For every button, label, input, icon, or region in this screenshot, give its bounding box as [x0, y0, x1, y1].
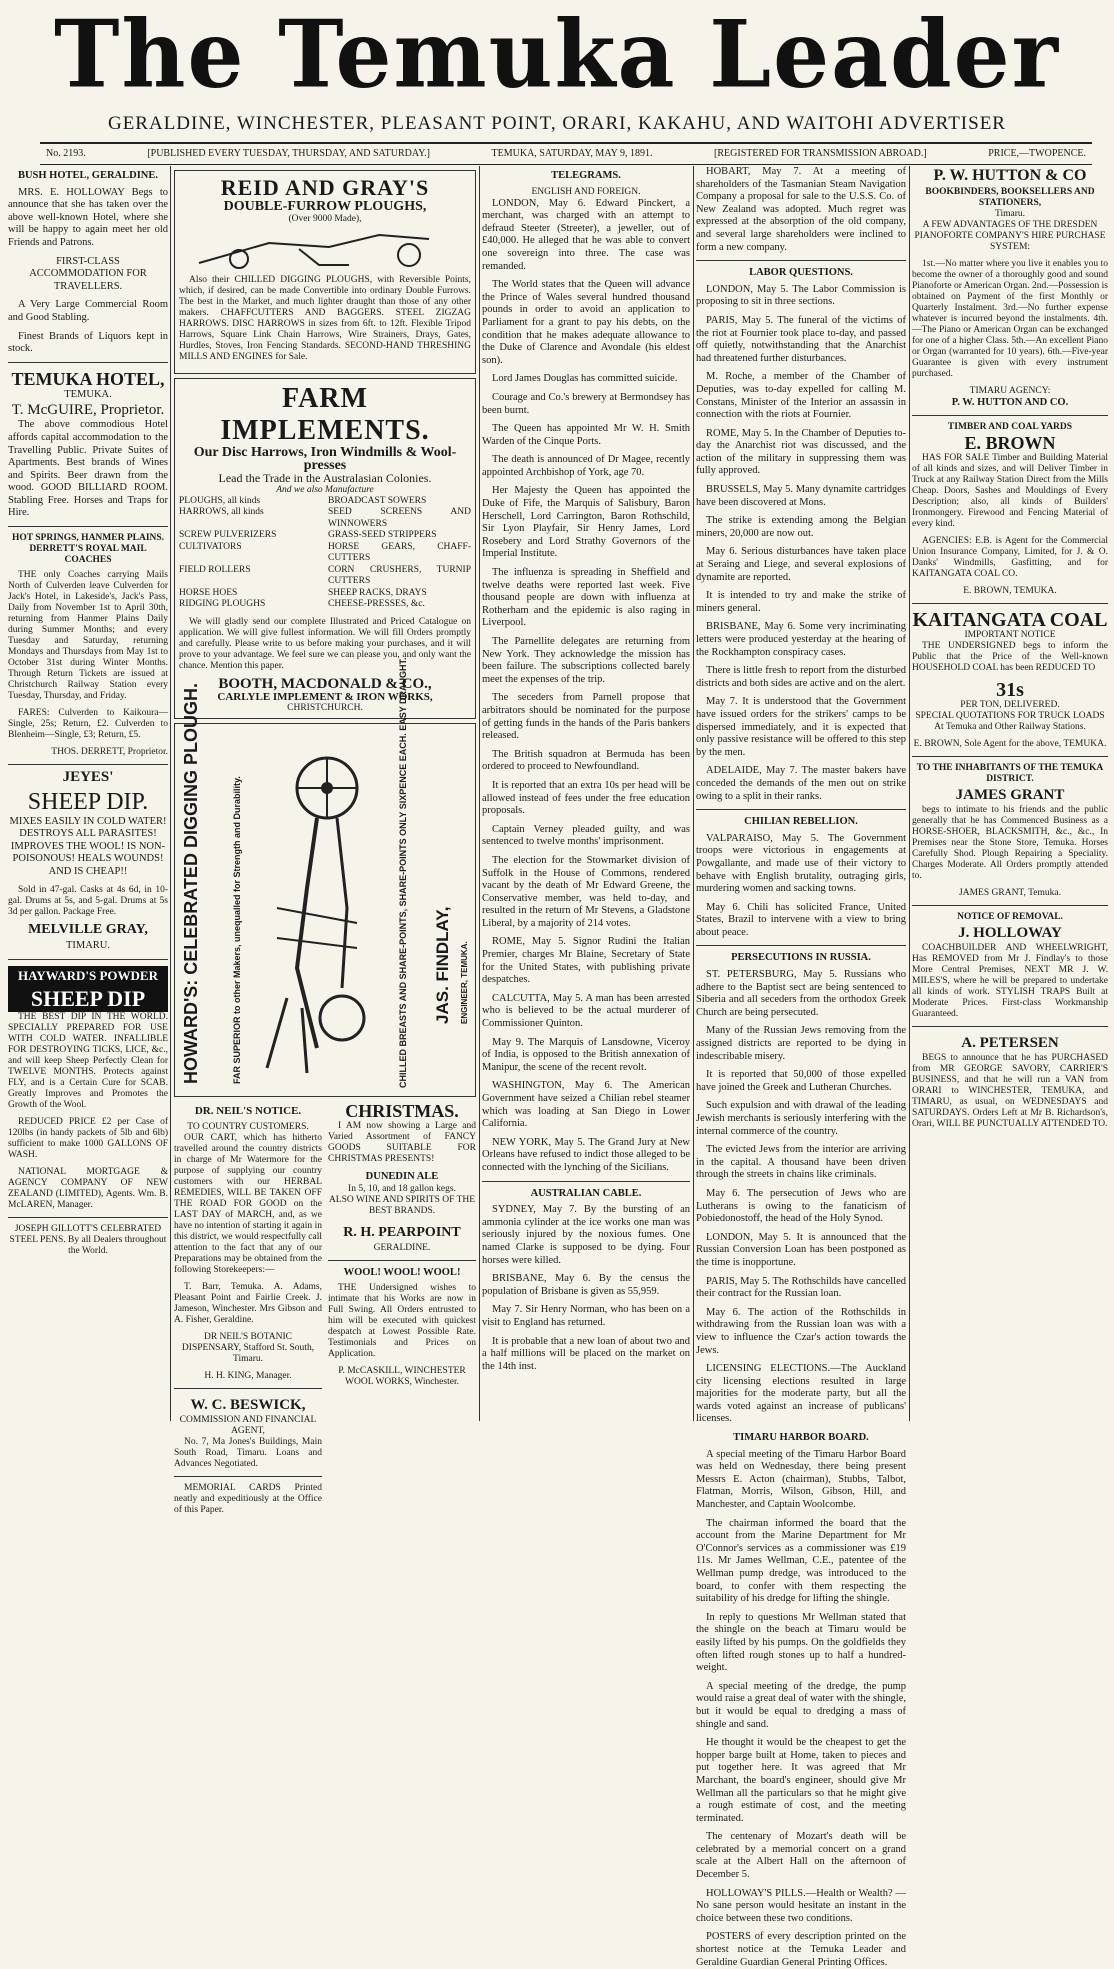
temuka-hotel-body: The above commodious Hotel affords capital accommodation to the Travelling Public. Private Suites of Apartments. Best brands of Wines and Spirits. Beer drawn from the wood. GOOD BILLIARD ROOM. Stabling Free. Horses and Traps for Hire. — [8, 419, 168, 519]
cable-item: BRISBANE, May 6. By the census the population of Brisbane is given as 55,959. — [482, 1273, 690, 1297]
implement-item: SCREW PULVERIZERS — [179, 530, 277, 541]
labor-item: It is intended to try and make the strike of miners general. — [696, 590, 906, 614]
dateline — [40, 142, 1092, 165]
labor-item: BRUSSELS, May 5. Many dynamite cartridges have been discovered at Mons. — [696, 484, 906, 508]
hayward-sheep-dip: SHEEP DIP — [8, 986, 168, 1012]
telegrams-list — [482, 198, 690, 1175]
reid-gray-subtitle: DOUBLE-FURROW PLOUGHS, — [223, 199, 427, 214]
column-3 — [482, 166, 690, 1421]
divider — [8, 362, 168, 363]
labor-item: BRISBANE, May 6. Some very incriminating letters were produced yesterday at the hearing of the Rockhampton conspiracy cases. — [696, 621, 906, 658]
farm-implements-body: We will gladly send our complete Illustrated and Priced Catalogue on application. We will give fullest information. We will fill Orders promptly and carefully. Please write to us before making your purchases, and it will prove to your advantage. We feel sure we can please you, and only want the chance. Mention this paper. — [179, 616, 471, 671]
holloway-notice: HOLLOWAY'S PILLS.—Health or Wealth? —No sane person would hesitate an instant in the choice between these two conditions. — [696, 1887, 906, 1924]
harbor-item: A special meeting of the dredge, the pump would raise a great deal of water with the shingle, but it would be equal to dredging a mass of shingle and sand. — [696, 1680, 906, 1730]
divider — [912, 603, 1108, 604]
hayward-title: HAYWARD'S POWDER — [8, 966, 168, 986]
melville-town: TIMARU. — [65, 940, 111, 952]
farm-implements-title: FARM IMPLEMENTS. — [220, 383, 430, 447]
jeyes-title: JEYES' — [62, 769, 114, 786]
telegram-item: Lord James Douglas has committed suicide. — [492, 373, 678, 385]
divider — [174, 1476, 322, 1477]
implement-item: HORSE GEARS, CHAFF-CUTTERS — [328, 541, 471, 564]
neil-manager: H. H. KING, Manager. — [204, 1370, 292, 1381]
telegram-item: ROME, May 5. Signor Rudini the Italian Premier, charges Mr Blaine, Secretary of State for the United States, with publishing private despatches. — [482, 936, 690, 986]
brown-agencies: AGENCIES: E.B. is Agent for the Commercial Union Insurance Company, Limited, for J. & O. Danks' Windmills, Gasfitting, and for KAITANGATA COAL CO. — [912, 536, 1108, 580]
labor-item: There is little fresh to report from the disturbed districts and both sides are active and on the alert. — [696, 665, 906, 689]
divider — [696, 260, 906, 261]
beswick-name: W. C. BESWICK, — [190, 1396, 306, 1413]
price: PRICE,—TWOPENCE. — [988, 148, 1086, 159]
newspaper-title: The Temuka Leader — [54, 0, 1060, 109]
howard-title: HOWARD'S: CELEBRATED DIGGING PLOUGH. — [181, 683, 201, 1085]
kaitangata-quotations: SPECIAL QUOTATIONS FOR TRUCK LOADS At Temuka and Other Railway Stations. — [915, 711, 1105, 733]
bush-hotel-accommodation: FIRST-CLASS ACCOMMODATION FOR TRAVELLERS. — [29, 255, 147, 292]
labor-item: ROME, May 5. In the Chamber of Deputies to-day the Anarchist riot was discussed, and the action of the military in suppressing them was fully approved. — [696, 427, 906, 477]
hayward-price: REDUCED PRICE £2 per Case of 120lbs (in handy packets of 5lb and 6lb) sufficient to make 1000 GALLONS OF WASH. — [8, 1116, 168, 1160]
removal-body: COACHBUILDER AND WHEELWRIGHT, Has REMOVED from Mr J. Findlay's to those More Central Premises, NEXT MR J. W. MILES'S, where he will be prepared to undertake all kinds of work. STYLISH TRAPS Built at Moderate Prices. First-class Workmanship Guaranteed. — [912, 943, 1108, 1020]
telegram-item: The seceders from Parnell propose that arbitrators should be nominated for the purpose of getting funds in the hands of the Paris bankers released. — [482, 692, 690, 742]
pearpoint-name: R. H. PEARPOINT — [343, 1224, 461, 1240]
divider — [174, 1388, 322, 1389]
bush-hotel-heading: BUSH HOTEL, GERALDINE. — [17, 170, 159, 181]
farm-implements-sub: Our Disc Harrows, Iron Windmills & Wool-presses — [193, 445, 457, 473]
booth-macdonald: BOOTH, MACDONALD & CO., — [218, 675, 432, 692]
kaitangata-title: KAITANGATA COAL — [912, 609, 1108, 632]
telegram-item: The World states that the Queen will advance the Prince of Wales several hundred thousand pounds in order to avoid an application to Parliament for a grant to pay his debts, on the condition that he makes adequate allowance to the Duke of Clarence and Avondale (his eldest son). — [482, 279, 690, 366]
dunedin-ale: DUNEDIN ALE — [365, 1171, 439, 1183]
grant-name: JAMES GRANT — [955, 787, 1065, 804]
registered-note: [REGISTERED FOR TRANSMISSION ABROAD.] — [714, 148, 927, 159]
divider — [328, 1260, 476, 1261]
telegram-item: May 9. The Marquis of Lansdowne, Viceroy of India, is opposed to the British annexation of Manipur, the scene of the recent revolt. — [482, 1036, 690, 1073]
cable-item: May 7. Sir Henry Norman, who has been on a visit to England has returned. — [482, 1304, 690, 1328]
divider — [912, 756, 1108, 757]
brown-body: HAS FOR SALE Timber and Building Material of all kinds and sizes, and will Deliver Timber in Truck at any Railway Station Direct from the Mills Cheap. Doors, Sashes and Mouldings of Every Description; also, all kinds of Builders' Ironmongery. Firewood and Fencing Material of every kind. — [912, 453, 1108, 530]
telegram-item: Courage and Co.'s brewery at Bermondsey has been burnt. — [482, 391, 690, 416]
bush-hotel-body: MRS. E. HOLLOWAY Begs to announce that she has taken over the above well-known Hotel, where she will be happy to again meet her old Friends and Patrons. — [8, 186, 168, 248]
labor-item: The strike is extending among the Belgian miners, 20,000 are now out. — [696, 515, 906, 539]
carlyle-works: CARLYLE IMPLEMENT & IRON WORKS, — [217, 690, 433, 703]
removal-name: J. HOLLOWAY — [958, 925, 1062, 942]
beswick-sub: COMMISSION AND FINANCIAL AGENT, — [179, 1414, 317, 1436]
wool-sign: P. McCASKILL, WINCHESTER WOOL WORKS, Winchester. — [338, 1366, 466, 1388]
divider — [696, 809, 906, 810]
lower-adverts — [174, 1101, 476, 1522]
grant-sign: JAMES GRANT, Temuka. — [959, 888, 1061, 899]
temuka-hotel-proprietor: T. McGUIRE, Proprietor. — [11, 402, 165, 419]
implement-item: FIELD ROLLERS — [179, 564, 251, 575]
russia-item: PARIS, May 5. The Rothschilds have cancelled their contract for the Russian loan. — [696, 1275, 906, 1300]
howard-note: FAR SUPERIOR to other Makers, unequalled for Strength and Durability. — [232, 776, 242, 1085]
telegram-item: The British squadron at Bermuda has been ordered to proceed to Newfoundland. — [482, 748, 690, 773]
telegrams-sub: ENGLISH AND FOREIGN. — [531, 186, 641, 197]
jeyes-sheep-dip: SHEEP DIP. — [27, 788, 149, 815]
kaitangata-per-ton: PER TON, DELIVERED. — [960, 700, 1060, 711]
coach-fares: FARES: Culverden to Kaikoura—Single, 25s; Return, £2. Culverden to Blenheim—Single, £3; Return, £5. — [8, 708, 168, 741]
published-note: [PUBLISHED EVERY TUESDAY, THURSDAY, AND SATURDAY.] — [147, 148, 430, 159]
divider — [912, 415, 1108, 416]
hayward-agents: NATIONAL MORTGAGE & AGENCY COMPANY OF NEW ZEALAND (LIMITED), Agents. Wm. B. McLAREN, Manager. — [8, 1166, 168, 1210]
kaitangata-sign: E. BROWN, Sole Agent for the above, TEMUKA. — [913, 739, 1107, 750]
temuka-hotel-heading: TEMUKA HOTEL, — [11, 368, 165, 389]
labor-item: ADELAIDE, May 7. The master bakers have conceded the demands of the men out on strike owing to a split in their ranks. — [696, 765, 906, 802]
jas-findlay: JAS. FINDLAY, — [433, 906, 452, 1025]
issue-date: TEMUKA, SATURDAY, MAY 9, 1891. — [491, 148, 653, 159]
russia-item: LONDON, May 5. It is announced that the Russian Conversion Loan has been postponed as the time is inopportune. — [696, 1231, 906, 1268]
gillott-pens: JOSEPH GILLOTT'S CELEBRATED STEEL PENS. By all Dealers throughout the World. — [9, 1223, 167, 1256]
labor-item: LONDON, May 5. The Labor Commission is proposing to sit in three sections. — [696, 283, 906, 308]
chilian-item: May 6. Chili has solicited France, United States, Brazil to intervene with a view to bring about peace. — [696, 901, 906, 938]
harbor-item: In reply to questions Mr Wellman stated that the shingle on the beach at Timaru would be easily lifted by his pumps. On the goldfields they often lifted rough stones up to half a hundred-weight. — [696, 1611, 906, 1674]
wine-spirits: ALSO WINE AND SPIRITS OF THE BEST BRANDS. — [328, 1194, 476, 1216]
divider — [8, 764, 168, 765]
plough-illustration — [179, 225, 469, 271]
neil-dispensary: DR NEIL'S BOTANIC DISPENSARY, Stafford St. South, Timaru. — [181, 1331, 315, 1364]
telegram-item: WASHINGTON, May 6. The American Government have seized a Chilian rebel steamer which was loading at San Diego in Lower California. — [482, 1080, 690, 1130]
implement-item: PLOUGHS, all kinds — [179, 495, 261, 506]
russia-item: Many of the Russian Jews removing from the assigned districts are reported to be dying in indescribable misery. — [696, 1025, 906, 1062]
telegram-item: The Parnellite delegates are returning from New York. They acknowledge the mission has been failure. The subscriptions collected barely meet the expenses of the trip. — [482, 636, 690, 685]
coach-body: THE only Coaches carrying Mails North of Culverden leave Culverden for Jack's Hotel, in Lakeside's, Jack's Pass, Daily from November 1st to April 30th, returning from Hanmer Plains Daily during Summer Months; and every Tuesday and Saturday, returning Mondays and Thursdays from May 1st to October 31st during Winter Months. Through Return Tickets are issued at Christchurch Railway Station every Tuesday, Thursday, and Friday. — [8, 570, 168, 702]
petersen-body: BEGS to announce that he has PURCHASED from MR GEORGE SAVORY, CARRIER'S BUSINESS, and that he will run a VAN from ORARI to WINCHESTER, TEMUKA, and TIMARU, as usual, on WEDNESDAYS and SATURDAYS. Orders Left at Mr B. Richardson's, Orari, WILL BE PUNCTUALLY ATTENDED TO. — [912, 1053, 1108, 1130]
telegram-item: NEW YORK, May 5. The Grand Jury at New Orleans have refused to indict those alleged to be connected with the lynching of the Sicilians. — [482, 1136, 690, 1173]
chilian-list — [696, 833, 906, 940]
pearpoint-town: GERALDINE. — [373, 1242, 431, 1253]
neil-list: T. Barr, Temuka. A. Adams, Pleasant Point and Fairlie Creek. J. Jameson, Winchester. Mrs Gibson and A. Fisher, Geraldine. — [174, 1281, 322, 1325]
neil-sub: TO COUNTRY CUSTOMERS. — [187, 1121, 309, 1132]
ale-kegs: In 5, 10, and 18 gallon kegs. — [348, 1183, 456, 1194]
brown-heading: TIMBER AND COAL YARDS — [947, 422, 1073, 433]
coach-heading: HOT SPRINGS, HANMER PLAINS. DERRETT'S ROYAL MAIL COACHES — [11, 533, 165, 566]
russia-heading: PERSECUTIONS IN RUSSIA. — [731, 952, 871, 964]
russia-list — [696, 969, 906, 1357]
melville-gray: MELVILLE GRAY, — [28, 921, 148, 937]
cable-item: SYDNEY, May 7. By the bursting of an ammonia cylinder at the ice works one man was seriously injured by the noxious fumes. One named Clarke is supposed to be dying. Four horses were killed. — [482, 1204, 690, 1266]
coach-proprietor: THOS. DERRETT, Proprietor. — [51, 747, 168, 758]
kaitangata-price: 31s — [996, 679, 1024, 702]
bush-hotel-room: A Very Large Commercial Room and Good Stabling. — [8, 299, 168, 323]
neil-body: OUR CART, which has hitherto travelled around the country districts in charge of Mr Watermore for the purpose of supplying our country customers with our HERBAL REMEDIES, WILL BE TAKEN OFF THE ROAD FOR GOOD on the LAST DAY of MARCH, and, as we have no intention of starting it again in this district, we would respectfully call attention to the fact that any of our Preparations may be obtained from the following Storekeepers:— — [174, 1132, 322, 1275]
farm-implements-advert — [174, 378, 476, 719]
implement-item: CHEESE-PRESSES, &c. — [328, 599, 425, 610]
hutton-advantages: A FEW ADVANTAGES OF THE DRESDEN PIANOFORTE COMPANY'S HIRE PURCHASE SYSTEM: — [914, 219, 1106, 252]
implement-item: CORN CRUSHERS, TURNIP CUTTERS — [328, 564, 471, 587]
divider — [912, 1026, 1108, 1027]
telegram-item: CALCUTTA, May 5. A man has been arrested who is believed to be the actual murderer of Commissioner Quinton. — [482, 992, 690, 1030]
implement-item: CULTIVATORS — [179, 541, 242, 552]
digging-plough-illustration — [247, 748, 387, 1078]
russia-item: ST. PETERSBURG, May 5. Russians who adhere to the Baptist sect are being sentenced to Siberia and all seceders from the orthodox Greek Church are being persecuted. — [696, 969, 906, 1018]
reid-gray-body: Also their CHILLED DIGGING PLOUGHS, with Reversible Points, which, if desired, can be made Convertible into ordinary Double Furrows. The best in the Market, and much lighter draught than those of any other makers. CHAFFCUTTERS AND BAGGERS. STEEL ZIGZAG HARROWS. DISC HARROWS in sizes from 6ft. to 12ft. Flexible Tripod Harrows, Square Link Chain Harrows, Wire Strainers, Drays, Gates, Hurdles, Stoves, Iron Fencing Standards. SECOND-HAND THRESHING MILLS AND ENGINES for Sale. — [179, 275, 471, 363]
divider — [8, 526, 168, 527]
column-rule — [479, 166, 480, 1421]
implement-item: SEED SCREENS AND WINNOWERS — [328, 507, 471, 529]
divider — [8, 959, 168, 960]
christmas-body: I AM now showing a Large and Varied Assortment of FANCY GOODS SUITABLE FOR CHRISTMAS PRESENTS! — [328, 1121, 476, 1165]
temuka-hotel-town: TEMUKA. — [64, 388, 112, 400]
implement-item: HORSE HOES — [179, 587, 238, 598]
grant-heading: TO THE INHABITANTS OF THE TEMUKA DISTRICT. — [916, 763, 1104, 785]
harbor-item: The chairman informed the board that the account from the Marine Department for Mr O'Connor's services as a commissioner was £19 11s. Mr James Wellman, C.E., patentee of the Wellman pump dredge, was introduced to the board, to confer with them respecting the suitability of his dredge for lifting the shingle. — [696, 1517, 906, 1605]
brown-sign: E. BROWN, TEMUKA. — [963, 586, 1057, 597]
christmas-title: CHRISTMAS. — [345, 1101, 459, 1122]
column-rule — [693, 166, 694, 1421]
hutton-town: Timaru. — [994, 208, 1025, 219]
kaitangata-sub: IMPORTANT NOTICE — [964, 630, 1056, 641]
telegram-item: The death is announced of Dr Magee, recently appointed Archbishop of York, age 70. — [482, 454, 690, 478]
harbor-board-section — [696, 1432, 906, 1969]
cable-item: It is probable that a new loan of about two and a half millions will be placed on the market on the 14th inst. — [482, 1335, 690, 1372]
hutton-sub: BOOKBINDERS, BOOKSELLERS AND STATIONERS, — [925, 186, 1095, 208]
labor-heading: LABOR QUESTIONS. — [749, 267, 853, 279]
farm-implements-also: And we also Manufacture — [276, 484, 374, 495]
booth-town: CHRISTCHURCH. — [287, 703, 363, 714]
russia-item: May 6. The persecution of Jews who are Lutherans is owing to the fanaticism of Pobiedonostoff, the head of the Holy Synod. — [696, 1187, 906, 1225]
implement-item: RIDGING PLOUGHS — [179, 599, 266, 610]
howard-features: CHILLED BREASTS AND SHARE-POINTS, SHARE-POINTS ONLY SIXPENCE EACH. EASY DRAUGHT. — [398, 657, 408, 1089]
column-5 — [912, 166, 1108, 1421]
jeyes-body: MIXES EASILY IN COLD WATER! DESTROYS ALL PARASITES! IMPROVES THE WOOL! IS NON-POISONOUS! HEALS WOUNDS! AND IS CHEAP!! — [9, 815, 167, 878]
implement-item: SHEEP RACKS, DRAYS — [328, 587, 427, 598]
telegram-item: LONDON, May 6. Edward Pinckert, a merchant, was charged with an attempt to defraud Steeter (Streeter), a jeweller, out of £40,000. He alleged that he was able to convert one sovereign into three. The case was remanded. — [482, 197, 690, 272]
column-rule — [170, 166, 171, 1421]
russia-item: May 6. The action of the Rothschilds in withdrawing from the Russian loan was with a view to influence the Czar's action towards the Jews. — [696, 1306, 906, 1356]
labor-item: May 7. It is understood that the Government have issued orders for the strikers' camps to be dispersed immediately, and it is expected that only passive resistance will be offered to this step by the men. — [696, 696, 906, 758]
farm-implements-list — [179, 496, 471, 611]
chilian-item: VALPARAISO, May 5. The Government troops were victorious in engagements at Powgallante, and made use of their victory to behave with English brutality, outraging girls, murdering women and sacking towns. — [696, 832, 906, 895]
russia-item: Such expulsion and with drawal of the leading Jewish merchants is seriously interfering with the internal commerce of the country. — [696, 1100, 906, 1137]
telegrams-heading: TELEGRAMS. — [551, 170, 621, 181]
divider — [8, 1217, 168, 1218]
wool-heading: WOOL! WOOL! WOOL! — [343, 1266, 461, 1278]
labor-item: M. Roche, a member of the Chamber of Deputies, was to-day expelled for calling M. Constans, Minister of the Interior an assassin in connection with the riots at Fournier. — [696, 371, 906, 421]
telegram-item: It is reported that an extra 10s per head will be allowed instead of fees under the free education proposals. — [482, 779, 690, 817]
implement-item: HARROWS, all kinds — [179, 507, 264, 518]
telegram-item: The influenza is spreading in Sheffield and twelve deaths were reported last week. Five thousand people are down with influenza at Rotherham and the epidemic is also raging in Liverpool. — [482, 567, 690, 629]
jeyes-sold: Sold in 47-gal. Casks at 4s 6d, in 10-gal. Drums at 5s, and 5-gal. Drums at 5s 3d per gallon. Package Free. — [8, 884, 168, 917]
mozart-notice: The centenary of Mozart's death will be celebrated by a memorial concert on a grand scale at the Albert Hall on the afternoon of December 5. — [696, 1831, 906, 1881]
hutton-title: P. W. HUTTON & CO — [933, 167, 1087, 184]
harbor-item: He thought it would be the cheapest to get the hopper barge built at Home, taken to pieces and put together here. It was agreed that Mr Marchant, the board's engineer, should give Mr Wellman all the particulars so that he might give a rough estimate of cost, and the meeting terminated. — [696, 1737, 906, 1824]
farm-implements-lead: Lead the Trade in the Australasian Colonies. — [218, 471, 432, 486]
grant-body: begs to intimate to his friends and the public generally that he has Commenced Business as a HORSE-SHOER, BLACKSMITH, &c., &c., In Premises near the Stone Store, Temuka. Horses Carefully Shod. Plough Repairing a Speciality. Charges Moderate. All Orders promptly attended to. — [912, 805, 1108, 882]
findlay-engineer: ENGINEER, TEMUKA. — [460, 941, 469, 1025]
petersen-name: A. PETERSEN — [961, 1035, 1059, 1052]
kaitangata-body: THE UNDERSIGNED begs to inform the Public that the Price of the Well-known HOUSEHOLD COAL has been REDUCED TO — [912, 641, 1108, 674]
licensing-elections: LICENSING ELECTIONS.—The Auckland city licensing elections resulted in large majorities for the moderate party, but all the wards voted against an increase of publicans' licenses. — [696, 1363, 906, 1425]
left-adverts — [174, 1101, 322, 1522]
neil-heading: DR. NEIL'S NOTICE. — [194, 1105, 302, 1118]
newspaper-subtitle: GERALDINE, WINCHESTER, PLEASANT POINT, ORARI, KAKAHU, AND WAITOHI ADVERTISER — [107, 113, 1006, 134]
implement-item: GRASS-SEED STRIPPERS — [328, 530, 437, 541]
hutton-list: 1st.—No matter where you live it enables you to become the owner of a thoroughly good and sound Pianoforte or American Organ. 2nd.—Possession is obtained on Payment of the first Monthly or Quarterly Instalment. 3rd.—No further expense whatever is incurred beyond the instalments. 4th.—The Piano or American Organ can be exchanged for one of a higher Class. 5th.—An excellent Piano or Organ (warranted for 10 years). 6th.—Five-year Guarantee is given with every instrument purchased. — [912, 258, 1108, 379]
chilian-heading: CHILIAN REBELLION. — [744, 816, 858, 828]
column-2 — [174, 166, 476, 1515]
telegram-item: The Queen has appointed Mr W. H. Smith Warden of the Cinque Ports. — [482, 423, 690, 447]
reid-gray-title: REID AND GRAY'S — [220, 175, 430, 200]
telegram-item: Her Majesty the Queen has appointed the Duke of Fife, the Marquis of Salisbury, Baron Herschell, Lord Carrington, Baron Rothschild, Sir Lyon Playfair, Sir Henry James, Lord Rosebery and Lord Strathy Governors of the Imperial Institute. — [482, 485, 690, 560]
column-4 — [696, 166, 906, 1968]
divider — [482, 1181, 690, 1182]
reid-gray-advert — [174, 170, 476, 374]
memorial-cards: MEMORIAL CARDS Printed neatly and expeditiously at the Office of this Paper. — [174, 1482, 322, 1515]
harbor-item: A special meeting of the Timaru Harbor Board was held on Wednesday, there being present Messrs E. Acton (chairman), Stubbs, Talbot, Flatman, Morris, Wilson, Gibson, Hill, and Manchester, and Captain Woolcombe. — [696, 1448, 906, 1511]
reid-gray-count: (Over 9000 Made), — [288, 213, 362, 224]
cable-list — [482, 1204, 690, 1373]
labor-item: May 6. Serious disturbances have taken place at Seraing and Liege, and several explosions of dynamite are reported. — [696, 546, 906, 583]
cable-heading: AUSTRALIAN CABLE. — [530, 1187, 642, 1199]
brown-name: E. BROWN — [964, 433, 1056, 454]
telegram-item: The election for the Stowmarket division of Suffolk in the House of Commons, rendered vacant by the death of Mr Edward Greene, the Conservative member, was held to-day, and resulted in the return of Mr Stevens, a Gladstone Liberal, by a majority of 214 votes. — [482, 854, 690, 929]
labor-item: PARIS, May 5. The funeral of the victims of the riot at Fournier took place to-day, and passed off quietly, notwithstanding that the Anarchist had threatened further disturbances. — [696, 314, 906, 364]
hutton-agent: P. W. HUTTON AND CO. — [951, 396, 1069, 408]
masthead — [0, 0, 1114, 150]
column-rule — [909, 166, 910, 1421]
labor-list — [696, 284, 906, 803]
column-1 — [8, 166, 168, 1421]
hutton-agency: TIMARU AGENCY: — [969, 385, 1051, 396]
issue-number: No. 2193. — [46, 148, 86, 159]
divider — [696, 945, 906, 946]
bush-hotel-liquor: Finest Brands of Liquors kept in stock. — [8, 330, 168, 355]
right-adverts — [328, 1101, 476, 1522]
russia-item: It is reported that 50,000 of those expelled have joined the Greek and Lutheran Churches. — [696, 1069, 906, 1093]
hobart-telegram: HOBART, May 7. At a meeting of shareholders of the Tasmanian Steam Navigation Company a proposal for sale to the U.S.S. Co. of New Zealand was adopted. Much regret was expressed at the absorption of the old company, and several large shareholders were inclined to form a new company. — [696, 166, 906, 253]
implement-item: BROADCAST SOWERS — [328, 495, 427, 506]
harbor-heading: TIMARU HARBOR BOARD. — [733, 1432, 869, 1444]
beswick-address: No. 7, Ma Jones's Buildings, Main South Road, Timaru. Loans and Advances Negotiated. — [174, 1436, 322, 1469]
wool-body: THE Undersigned wishes to intimate that his Works are now in Full Swing. All Orders entrusted to him will be executed with quickest despatch at Lowest Possible Rate. Testimonials and Prices on Application. — [328, 1283, 476, 1360]
hayward-body: THE BEST DIP IN THE WORLD. SPECIALLY PREPARED FOR USE WITH COLD WATER. INFALLIBLE FOR DESTROYING TICKS, LICE, &c., and will keep Sheep Perfectly Clean for TWELVE MONTHS. Protects against FLY, and is a Certain Cure for SCAB. Greatly Improves and Promotes the Growth of the Wool. — [8, 1011, 168, 1110]
telegram-item: Captain Verney pleaded guilty, and was sentenced to twelve months' imprisonment. — [482, 823, 690, 848]
posters-notice: POSTERS of every description printed on the shortest notice at the Temuka Leader and Geraldine Guardian General Printing Offices. — [696, 1931, 906, 1968]
removal-heading: NOTICE OF REMOVAL. — [957, 912, 1063, 923]
russia-item: The evicted Jews from the interior are arriving in the capital. A thousand have been driven through the streets in chains like criminals. — [696, 1144, 906, 1181]
divider — [912, 905, 1108, 906]
